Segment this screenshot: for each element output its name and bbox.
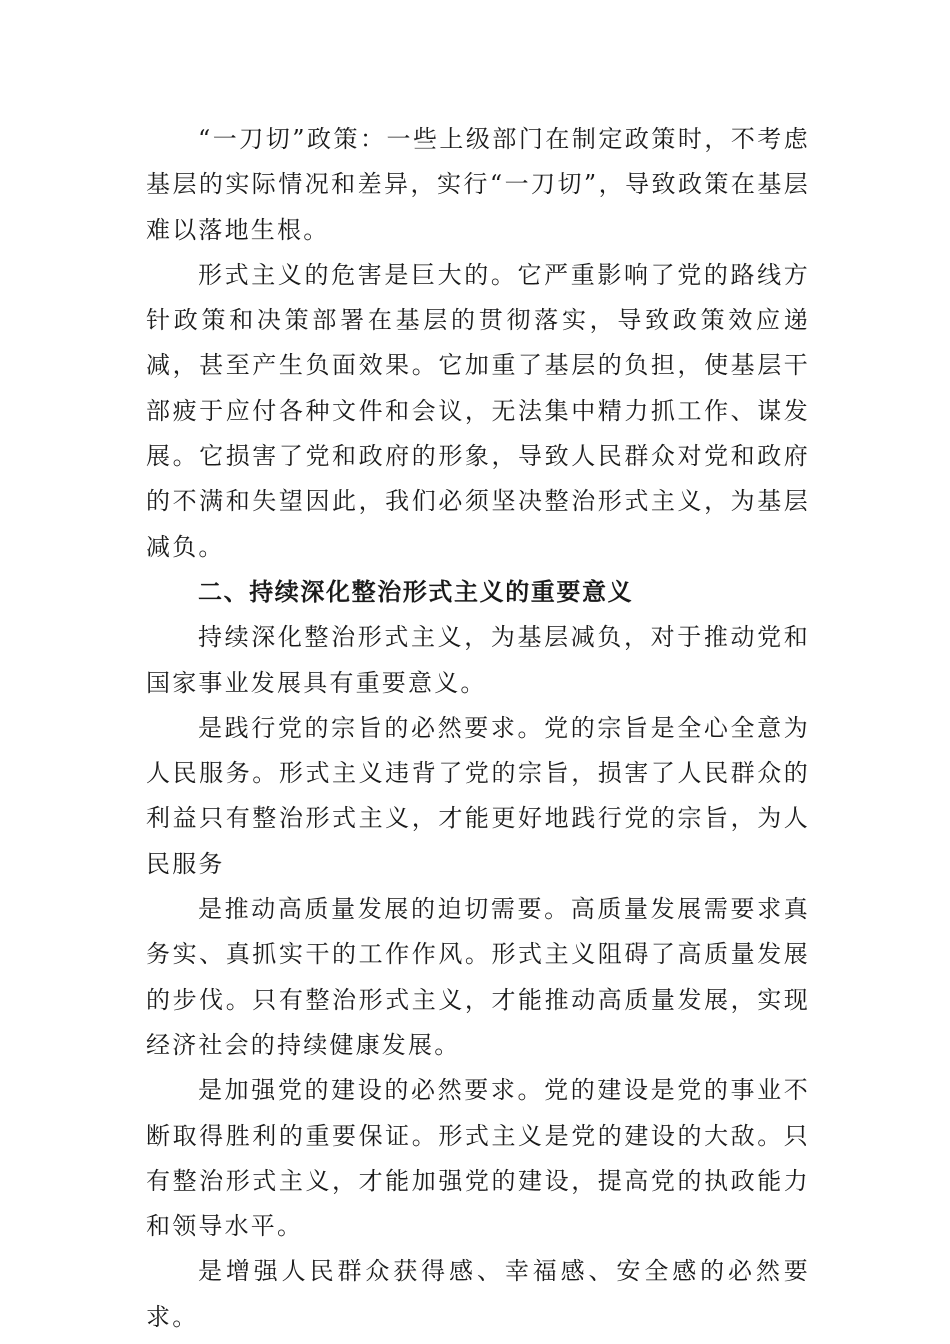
paragraph-party-building: 是加强党的建设的必然要求。党的建设是党的事业不断取得胜利的重要保证。形式主义是党的建设的大敌。只有整治形式主义，才能加强党的建设，提高党的执政能力和领导水平。 [146,1076,810,1241]
section-heading-2: 二、持续深化整治形式主义的重要意义 [198,577,634,606]
paragraph-one-size-fits-all: “一刀切”政策：一些上级部门在制定政策时，不考虑基层的实际情况和差异，实行“一刀切”，导致政策在基层难以落地生根。 [146,125,810,244]
paragraph-people-wellbeing: 是增强人民群众获得感、幸福感、安全感的必然要求。 [146,1257,810,1331]
paragraph-high-quality-development: 是推动高质量发展的迫切需要。高质量发展需要求真务实、真抓实干的工作作风。形式主义阻碍了高质量发展的步伐。只有整治形式主义，才能推动高质量发展，实现经济社会的持续健康发展。 [146,895,810,1059]
paragraph-party-purpose: 是践行党的宗旨的必然要求。党的宗旨是全心全意为人民服务。形式主义违背了党的宗旨，损害了人民群众的利益只有整治形式主义，才能更好地践行党的宗旨，为人民服务 [146,713,810,878]
paragraph-harms-of-formalism: 形式主义的危害是巨大的。它严重影响了党的路线方针政策和决策部署在基层的贯彻落实，导致政策效应递减，甚至产生负面效果。它加重了基层的负担，使基层干部疲于应付各种文件和会议，无法集中精力抓工作、谋发展。它损害了党和政府的形象，导致人民群众对党和政府的不满和失望因此，我们必须坚决整治形式主义，为基层减负。 [146,260,810,561]
paragraph-significance-intro: 持续深化整治形式主义，为基层减负，对于推动党和国家事业发展具有重要意义。 [146,623,810,697]
